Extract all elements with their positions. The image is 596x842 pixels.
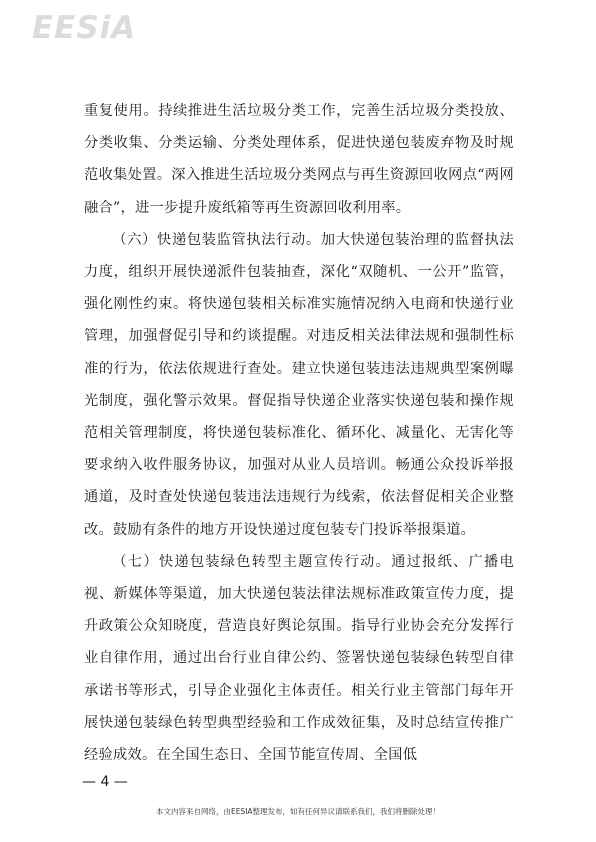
- page-number: — 4 —: [82, 774, 128, 790]
- document-body: [84, 95, 514, 771]
- paragraph-publicity-campaign: （七）快递包装绿色转型主题宣传行动。通过报纸、广播电视、新媒体等渠道，加大快递包装法律法规标准政策宣传力度，提升政策公众知晓度，营造良好舆论氛围。指导行业协会充分发挥行业自律作用，通过出台行业自律公约、签署快递包装绿色转型自律承诺书等形式，引导企业强化主体责任。相关行业主管部门每年开展快递包装绿色转型典型经验和工作成效征集，及时总结宣传推广经验成效。在全国生态日、全国节能宣传周、全国低: [84, 553, 514, 764]
- footer-disclaimer: 本文内容来自网络，由EESIA整理发布，如有任何异议请联系我们，我们将删除处理！: [155, 807, 441, 816]
- eesia-logo: EESiA: [32, 10, 137, 46]
- paragraph-waste-sorting: 重复使用。持续推进生活垃圾分类工作，完善生活垃圾分类投放、分类收集、分类运输、分类处理体系，促进快递包装废弃物及时规范收集处置。深入推进生活垃圾分类网点与再生资源回收网点“两网融合”，进一步提升废纸箱等再生资源回收利用率。: [84, 103, 514, 216]
- paragraph-supervision-enforcement: （六）快递包装监管执法行动。加大快递包装治理的监督执法力度，组织开展快递派件包装抽查，深化“双随机、一公开”监管，强化刚性约束。将快递包装相关标准实施情况纳入电商和快递行业管理，加强督促引导和约谈提醒。对违反相关法律法规和强制性标准的行为，依法依规进行查处。建立快递包装违法违规典型案例曝光制度，强化警示效果。督促指导快递企业落实快递包装和操作规范相关管理制度，将快递包装标准化、循环化、减量化、无害化等要求纳入收件服务协议，加强对从业人员培训。畅通公众投诉举报通道，及时查处快递包装违法违规行为线索，依法督促相关企业整改。鼓励有条件的地方开设快递过度包装专门投诉举报渠道。: [84, 231, 514, 538]
